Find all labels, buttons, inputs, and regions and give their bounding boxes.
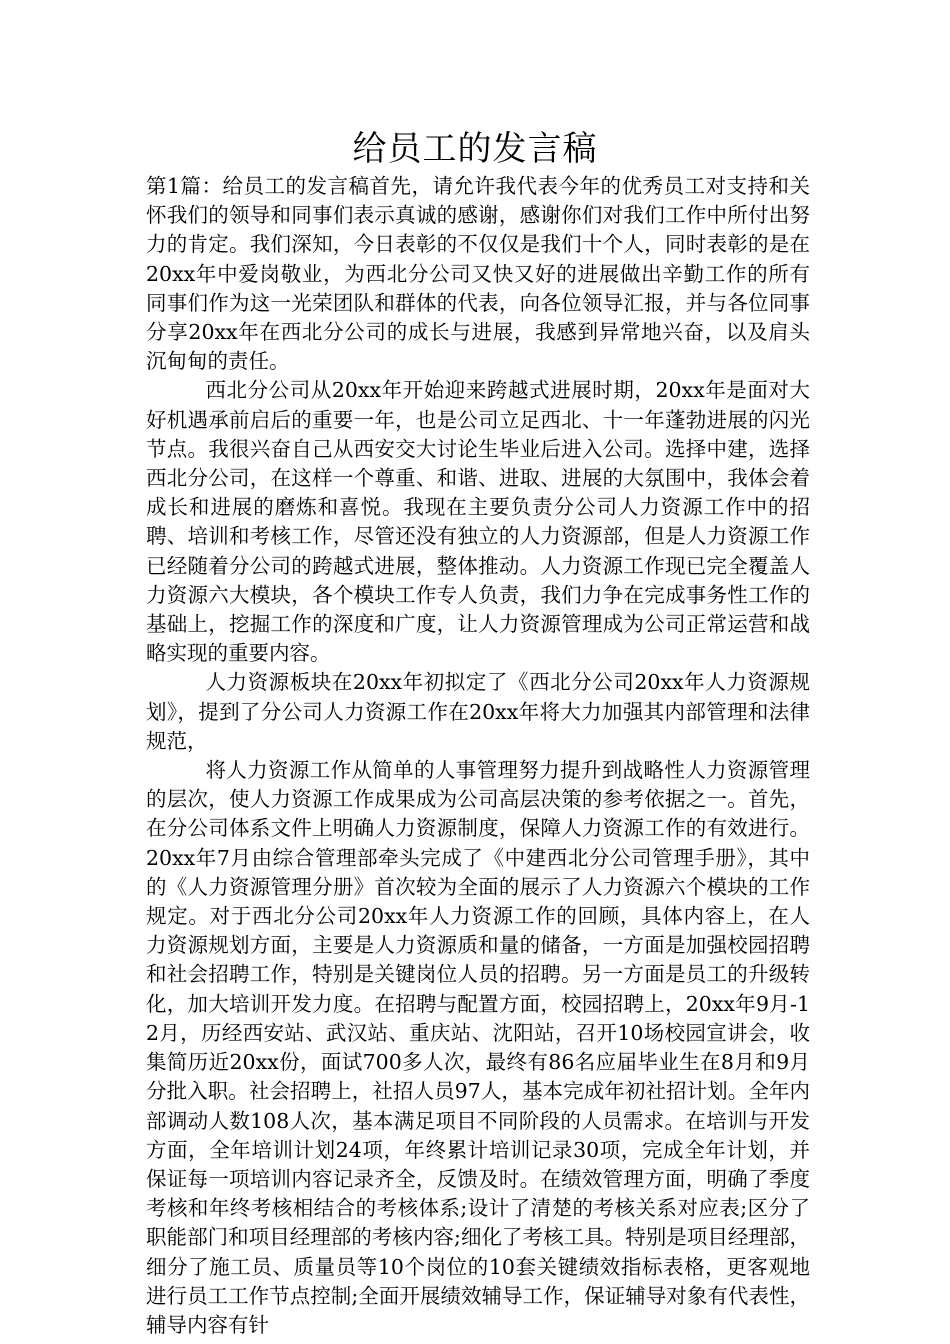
paragraph-2: 西北分公司从20xx年开始迎来跨越式进展时期，20xx年是面对大好机遇承前启后的重要一年，也是公司立足西北、十一年蓬勃进展的闪光节点。我很兴奋自己从西安交大讨论生毕业后进入公司。选择中建，选择西北分公司，在这样一个尊重、和谐、进取、进展的大氛围中，我体会着成长和进展的磨炼和喜悦。我现在主要负责分公司人力资源工作中的招聘、培训和考核工作，尽管还没有独立的人力资源部，但是人力资源工作已经随着分公司的跨越式进展，整体推动。人力资源工作现已完全覆盖人力资源六大模块，各个模块工作专人负责，我们力争在完成事务性工作的基础上，挖掘工作的深度和广度，让人力资源管理成为公司正常运营和战略实现的重要内容。 [146,378,810,666]
paragraph-3: 人力资源板块在20xx年初拟定了《西北分公司20xx年人力资源规划》，提到了分公司人力资源工作在20xx年将大力加强其内部管理和法律规范， [146,670,810,753]
paragraph-4: 将人力资源工作从简单的人事管理努力提升到战略性人力资源管理的层次，使人力资源工作成果成为公司高层决策的参考依据之一。首先，在分公司体系文件上明确人力资源制度，保障人力资源工作的有效进行。20xx年7月由综合管理部牵头完成了《中建西北分公司管理手册》，其中的《人力资源管理分册》首次较为全面的展示了人力资源六个模块的工作规定。对于西北分公司20xx年人力资源工作的回顾，具体内容上，在人力资源规划方面，主要是人力资源质和量的储备，一方面是加强校园招聘和社会招聘工作，特别是关键岗位人员的招聘。另一方面是员工的升级转化，加大培训开发力度。在招聘与配置方面，校园招聘上，20xx年9月-12月，历经西安站、武汉站、重庆站、沈阳站，召开10场校园宣讲会，收集简历近20xx份，面试700多人次，最终有86名应届毕业生在8月和9月分批入职。社会招聘上，社招人员97人，基本完成年初社招计划。全年内部调动人数108人次，基本满足项目不同阶段的人员需求。在培训与开发方面，全年培训计划24项，年终累计培训记录30项，完成全年计划，并保证每一项培训内容记录齐全，反馈及时。在绩效管理方面，明确了季度考核和年终考核相结合的考核体系;设计了清楚的考核关系对应表;区分了职能部门和项目经理部的考核内容;细化了考核工具。特别是项目经理部，细分了施工员、质量员等10个岗位的10套关键绩效指标表格，更客观地进行员工工作节点控制;全面开展绩效辅导工作，保证辅导对象有代表性，辅导内容有针 [146,758,810,1337]
document-body [146,172,810,1340]
document-title: 给员工的发言稿 [352,129,598,169]
paragraph-1: 第1篇：给员工的发言稿首先，请允许我代表今年的优秀员工对支持和关怀我们的领导和同事们表示真诚的感谢，感谢你们对我们工作中所付出努力的肯定。我们深知，今日表彰的不仅仅是我们十个人，同时表彰的是在20xx年中爱岗敬业，为西北分公司又快又好的进展做出辛勤工作的所有同事们作为这一光荣团队和群体的代表，向各位领导汇报，并与各位同事分享20xx年在西北分公司的成长与进展，我感到异常地兴奋，以及肩头沉甸甸的责任。 [146,174,810,374]
